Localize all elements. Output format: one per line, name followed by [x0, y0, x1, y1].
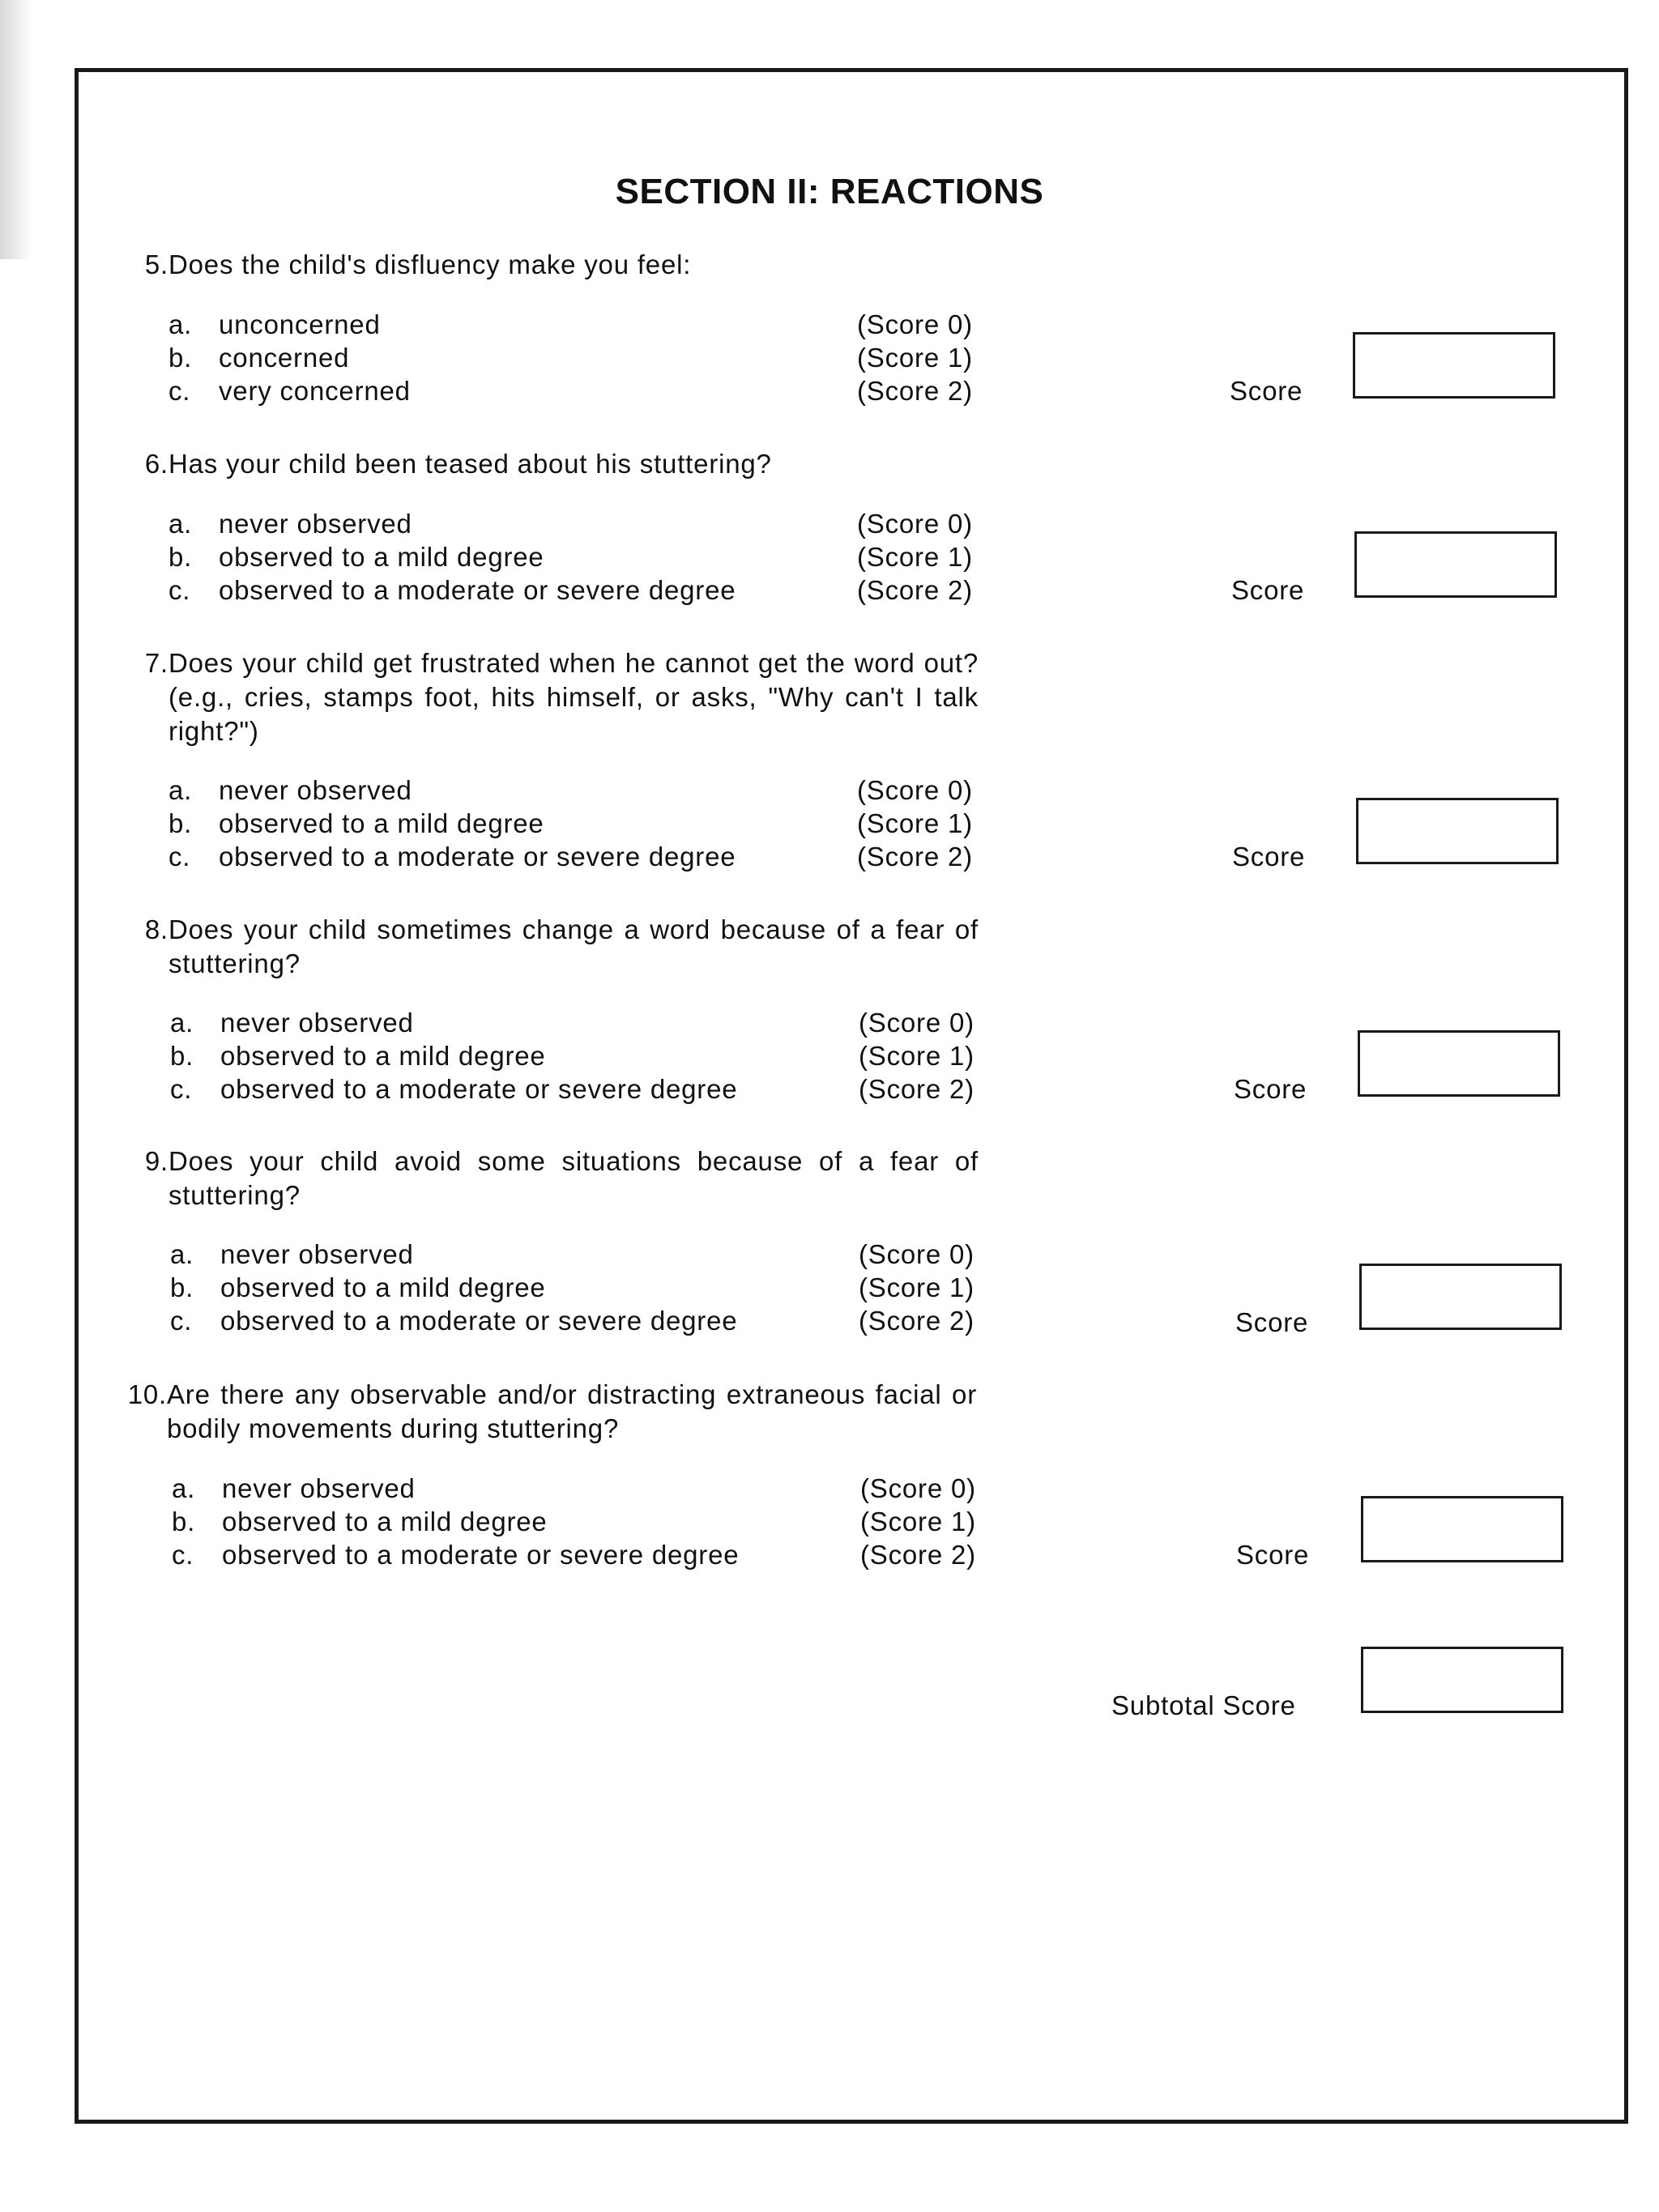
question-number: 10. — [127, 1379, 167, 1409]
option-letter: b. — [172, 1507, 196, 1536]
score-box-q9[interactable] — [1359, 1264, 1562, 1330]
score-label: Score — [1235, 1307, 1309, 1337]
option-letter: a. — [168, 775, 193, 805]
option-letter: c. — [172, 1540, 194, 1570]
option-score: (Score 2) — [857, 575, 973, 605]
question-text: Does the child's disfluency make you feel: — [168, 249, 692, 279]
question-5 — [120, 248, 979, 282]
option-text: never observed — [220, 1008, 414, 1038]
score-box-q7[interactable] — [1356, 798, 1559, 864]
option-text: observed to a moderate or severe degree — [220, 1306, 738, 1336]
option-letter: a. — [168, 509, 193, 539]
option-score: (Score 1) — [857, 542, 973, 572]
option-text: never observed — [222, 1473, 416, 1503]
option-letter: a. — [172, 1473, 196, 1503]
question-text: Has your child been teased about his stuttering? — [168, 449, 772, 479]
option-score: (Score 0) — [857, 509, 973, 539]
page-edge-shadow — [0, 0, 32, 259]
option-score: (Score 0) — [860, 1473, 976, 1503]
option-score: (Score 0) — [859, 1239, 975, 1269]
question-text: Does your child avoid some situations because of a fear of stuttering? — [168, 1146, 979, 1210]
subtotal-score-box[interactable] — [1361, 1647, 1563, 1713]
option-text: observed to a mild degree — [222, 1507, 548, 1536]
option-letter: a. — [170, 1008, 194, 1038]
score-box-q5[interactable] — [1353, 332, 1555, 399]
question-text: Does your child get frustrated when he cannot get the word out? (e.g., cries, stamps foot, hits himself, or asks, "Why can't I talk right?") — [168, 648, 979, 746]
option-score: (Score 2) — [860, 1540, 976, 1570]
question-9 — [120, 1144, 979, 1213]
option-letter: b. — [168, 808, 193, 838]
option-letter: c. — [168, 575, 191, 605]
option-score: (Score 1) — [859, 1041, 975, 1071]
option-text: observed to a moderate or severe degree — [220, 1074, 738, 1104]
question-7 — [120, 646, 979, 748]
score-label: Score — [1234, 1074, 1307, 1104]
question-number: 9. — [144, 1146, 168, 1176]
question-number: 8. — [144, 914, 168, 944]
option-score: (Score 0) — [857, 775, 973, 805]
option-letter: b. — [170, 1272, 194, 1302]
option-letter: b. — [170, 1041, 194, 1071]
question-text: Does your child sometimes change a word because of a fear of stuttering? — [168, 914, 979, 978]
option-score: (Score 2) — [857, 376, 973, 406]
option-letter: b. — [168, 542, 193, 572]
option-text: observed to a moderate or severe degree — [222, 1540, 740, 1570]
option-letter: a. — [168, 309, 193, 339]
option-score: (Score 2) — [859, 1306, 975, 1336]
score-label: Score — [1236, 1540, 1310, 1570]
option-text: never observed — [219, 509, 412, 539]
option-text: observed to a mild degree — [220, 1041, 546, 1071]
option-text: never observed — [219, 775, 412, 805]
question-number: 5. — [144, 249, 168, 279]
option-score: (Score 1) — [859, 1272, 975, 1302]
option-score: (Score 0) — [857, 309, 973, 339]
option-score: (Score 1) — [857, 343, 973, 373]
option-score: (Score 2) — [857, 842, 973, 872]
option-letter: c. — [170, 1074, 193, 1104]
option-letter: a. — [170, 1239, 194, 1269]
score-box-q10[interactable] — [1361, 1496, 1563, 1562]
subtotal-score-label: Subtotal Score — [1111, 1690, 1296, 1720]
option-score: (Score 1) — [860, 1507, 976, 1536]
question-number: 7. — [144, 648, 168, 678]
option-score: (Score 2) — [859, 1074, 975, 1104]
option-text: unconcerned — [219, 309, 381, 339]
option-text: observed to a mild degree — [219, 808, 544, 838]
option-letter: c. — [168, 376, 191, 406]
option-text: observed to a mild degree — [220, 1272, 546, 1302]
question-number: 6. — [144, 449, 168, 479]
question-6 — [120, 447, 979, 481]
question-text: Are there any observable and/or distracting extraneous facial or bodily movements during stuttering? — [167, 1379, 977, 1443]
score-label: Score — [1232, 842, 1306, 872]
option-text: concerned — [219, 343, 350, 373]
score-box-q8[interactable] — [1358, 1030, 1560, 1097]
score-label: Score — [1231, 575, 1305, 605]
question-8 — [120, 913, 979, 981]
score-label: Score — [1230, 376, 1303, 406]
option-letter: c. — [170, 1306, 193, 1336]
option-text: observed to a mild degree — [219, 542, 544, 572]
option-letter: c. — [168, 842, 191, 872]
option-score: (Score 0) — [859, 1008, 975, 1038]
option-text: observed to a moderate or severe degree — [219, 842, 736, 872]
option-text: never observed — [220, 1239, 414, 1269]
question-10 — [118, 1378, 977, 1446]
score-box-q6[interactable] — [1354, 531, 1557, 598]
option-letter: b. — [168, 343, 193, 373]
option-text: very concerned — [219, 376, 411, 406]
option-text: observed to a moderate or severe degree — [219, 575, 736, 605]
option-score: (Score 1) — [857, 808, 973, 838]
section-title: SECTION II: REACTIONS — [615, 172, 1044, 211]
